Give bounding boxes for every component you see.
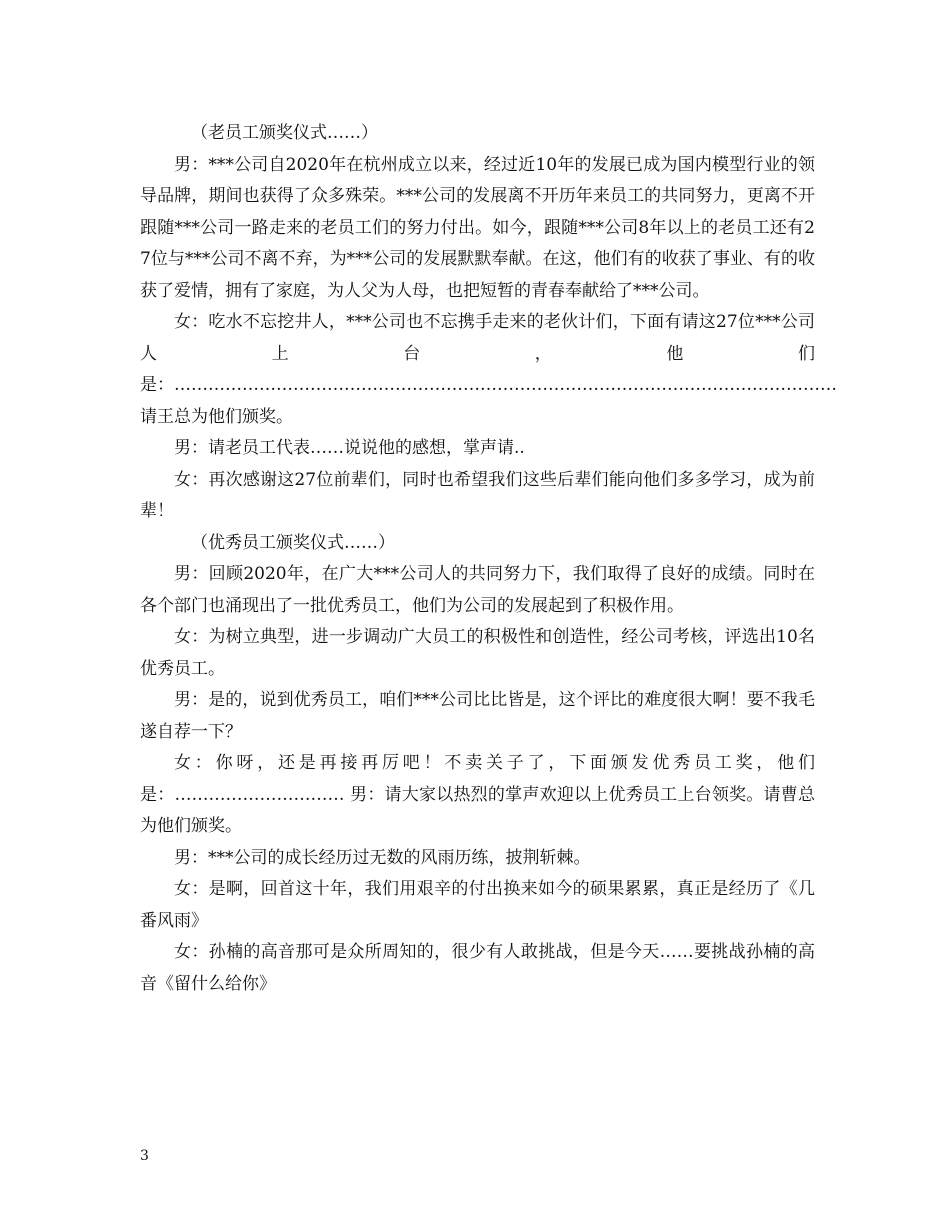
dialogue-paragraph: 女：是啊，回首这十年，我们用艰辛的付出换来如今的硕果累累，真正是经历了《几番风雨》 <box>140 879 815 931</box>
section-heading-excellent-award: （优秀员工颁奖仪式……） <box>191 532 395 553</box>
dialogue-paragraph: 男：***公司自2020年在杭州成立以来，经过近10年的发展已成为国内模型行业的领导品牌，期间也获得了众多殊荣。***公司的发展离不开历年来员工的共同努力，更离不开跟随***公司一路走来的老员工们的努力付出。如今，跟随***公司8年以上的老员工还有27位与***公司不离不弃，为***公司的发展默默奉献。在这，他们有的收获了事业、有的收获了爱情，拥有了家庭，为人父为人母，也把短暂的青春奉献给了***公司。 <box>140 154 815 301</box>
dialogue-paragraph: 女：你呀，还是再接再厉吧！不卖关子了，下面颁发优秀员工奖，他们是：………………………… 男：请大家以热烈的掌声欢迎以上优秀员工上台领奖。请曹总为他们颁奖。 <box>140 753 815 836</box>
dialogue-paragraph: 男：回顾2020年，在广大***公司人的共同努力下，我们取得了良好的成绩。同时在各个部门也涌现出了一批优秀员工，他们为公司的发展起到了积极作用。 <box>140 564 815 616</box>
document-body <box>140 118 837 1000</box>
dialogue-paragraph: 男：***公司的成长经历过无数的风雨历练，披荆斩棘。 <box>174 847 591 868</box>
dialogue-paragraph: 男：请老员工代表……说说他的感想，掌声请.. <box>174 438 525 458</box>
dialogue-paragraph: 女：再次感谢这27位前辈们，同时也希望我们这些后辈们能向他们多多学习，成为前辈！ <box>140 469 815 521</box>
dialogue-paragraph: 女：为树立典型，进一步调动广大员工的积极性和创造性，经公司考核，评选出10名优秀员工。 <box>140 627 815 679</box>
section-heading-veteran-award: （老员工颁奖仪式……） <box>191 123 378 143</box>
page-number: 3 <box>140 1148 149 1164</box>
dialogue-paragraph: 女：吃水不忘挖井人，***公司也不忘携手走来的老伙计们，下面有请这27位***公司人上台，他们是：……………………………………………………………………………………………………… 请王总为他们颁奖。 <box>140 312 837 427</box>
dialogue-paragraph: 女：孙楠的高音那可是众所周知的，很少有人敢挑战，但是今天……要挑战孙楠的高音《留什么给你》 <box>140 942 815 994</box>
dialogue-paragraph: 男：是的，说到优秀员工，咱们***公司比比皆是，这个评比的难度很大啊！要不我毛遂自荐一下？ <box>140 690 815 742</box>
